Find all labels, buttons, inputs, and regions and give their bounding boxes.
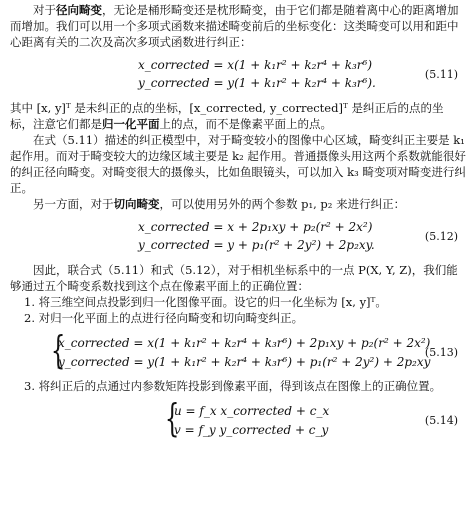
- text: 另一方面，对于: [33, 197, 114, 211]
- equation-line: x_corrected = x(1 + k₁r² + k₂r⁴ + k₃r⁶): [138, 58, 372, 72]
- text: 其中 [x, y]ᵀ 是未纠正的点的坐标，[x_corrected, y_corrected]ᵀ 是纠正后的点的坐标，注意它们都是: [10, 101, 444, 131]
- text: 对于: [33, 3, 56, 17]
- equation-line: y_corrected = y + p₁(r² + 2y²) + 2p₂xy.: [138, 238, 375, 252]
- left-brace: {: [50, 328, 66, 372]
- text: ，可以使用另外的两个参数 p₁, p₂ 来进行纠正：: [159, 197, 406, 211]
- equation-line: v = f_y y_corrected + c_y: [174, 423, 329, 437]
- equation-line: x_corrected = x + 2p₁xy + p₂(r² + 2x²): [138, 220, 373, 234]
- paragraph-combined: 因此，联合式（5.11）和式（5.12），对于相机坐标系中的一点 P(X, Y, Z)，我们能够通过五个畸变系数找到这个点在像素平面上的正确位置：: [10, 263, 458, 293]
- equation-5-13: [10, 330, 466, 376]
- equation-5-14: [10, 398, 466, 444]
- paragraph-coefficients: 在式（5.11）描述的纠正模型中，对于畸变较小的图像中心区域，畸变纠正主要是 k₁ 起作用。而对于畸变较大的边缘区域主要是 k₂ 起作用。普通摄像头用这两个系数就能很好的纠正径向畸变。对畸变很大的摄像头，比如鱼眼镜头，可以加入 k₃ 畸变项对畸变进行纠正。: [10, 133, 466, 195]
- list-item: 2. 对归一化平面上的点进行径向畸变和切向畸变纠正。: [24, 311, 304, 325]
- left-brace: {: [164, 396, 180, 440]
- equation-number: (5.14): [424, 414, 458, 427]
- document-page: [10, 2, 466, 444]
- list-item: 3. 将纠正后的点通过内参数矩阵投影到像素平面，得到该点在图像上的正确位置。: [24, 379, 442, 393]
- equation-line: y_corrected = y(1 + k₁r² + k₂r⁴ + k₃r⁶).: [138, 76, 376, 90]
- text: 上的点，而不是像素平面上的点。: [159, 117, 332, 131]
- list-item: 1. 将三维空间点投影到归一化图像平面。设它的归一化坐标为 [x, y]ᵀ。: [24, 295, 387, 309]
- term-normalized-plane: 归一化平面: [102, 117, 160, 131]
- term-radial-distortion: 径向畸变: [56, 3, 102, 17]
- equation-5-11: [10, 56, 466, 96]
- term-tangential-distortion: 切向畸变: [113, 197, 160, 211]
- text: ，无论是桶形畸变还是枕形畸变，由于它们都是随着离中心的距离增加而增加。我们可以用一个多项式函数来描述畸变前后的坐标变化：这类畸变可以用和距中心距离有关的二次及高次多项式函数进行纠正：: [10, 3, 459, 49]
- paragraph-radial-distortion: [10, 2, 466, 50]
- equation-line: u = f_x x_corrected + c_x: [174, 404, 330, 418]
- equation-number: (5.13): [424, 346, 458, 359]
- equation-number: (5.12): [424, 230, 458, 243]
- equation-5-12: [10, 218, 466, 258]
- equation-line: x_corrected = x(1 + k₁r² + k₂r⁴ + k₃r⁶) + 2p₁xy + p₂(r² + 2x²): [58, 336, 431, 350]
- equation-number: (5.11): [424, 68, 458, 81]
- paragraph-coordinates-note: [10, 100, 466, 132]
- equation-line: y_corrected = y(1 + k₁r² + k₂r⁴ + k₃r⁶) + p₁(r² + 2y²) + 2p₂xy: [58, 355, 431, 369]
- paragraph-tangential-distortion: [10, 196, 466, 212]
